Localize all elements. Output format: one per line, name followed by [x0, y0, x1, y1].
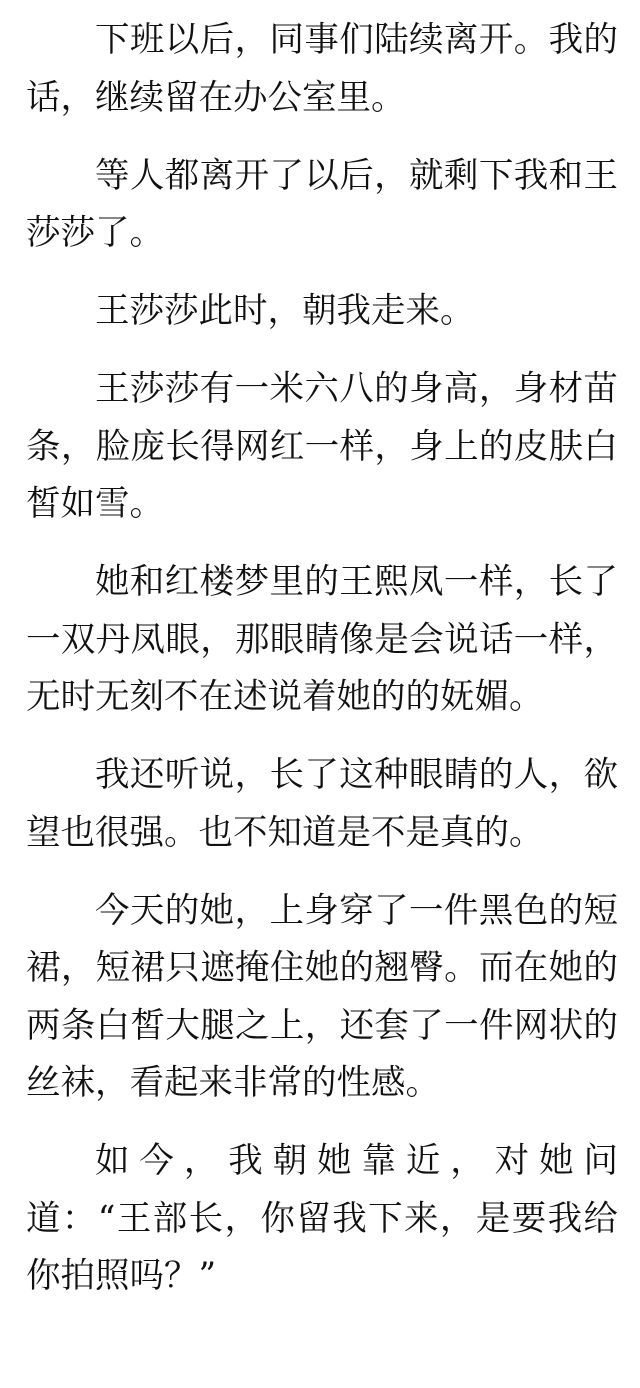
- paragraph: 她和红楼梦里的王熙凤一样，长了一双丹凤眼，那眼睛像是会说话一样，无时无刻不在述说着她的的妩媚。: [26, 562, 618, 717]
- paragraph: 如今，我朝她靠近，对她问道：“王部长，你留我下来，是要我给你拍照吗？”: [26, 1141, 618, 1296]
- paragraph: 下班以后，同事们陆续离开。我的话，继续留在办公室里。: [26, 20, 618, 118]
- paragraph: 今天的她，上身穿了一件黑色的短裙，短裙只遮掩住她的翘臀。而在她的两条白皙大腿之上，还套了一件网状的丝袜，看起来非常的性感。: [26, 890, 618, 1103]
- paragraph: 我还听说，长了这种眼睛的人，欲望也很强。也不知道是不是真的。: [26, 755, 618, 853]
- paragraph: 王莎莎有一米六八的身高，身材苗条，脸庞长得网红一样，身上的皮肤白皙如雪。: [26, 369, 618, 524]
- paragraph: 等人都离开了以后，就剩下我和王莎莎了。: [26, 155, 618, 253]
- paragraph: 王莎莎此时，朝我走来。: [95, 291, 475, 331]
